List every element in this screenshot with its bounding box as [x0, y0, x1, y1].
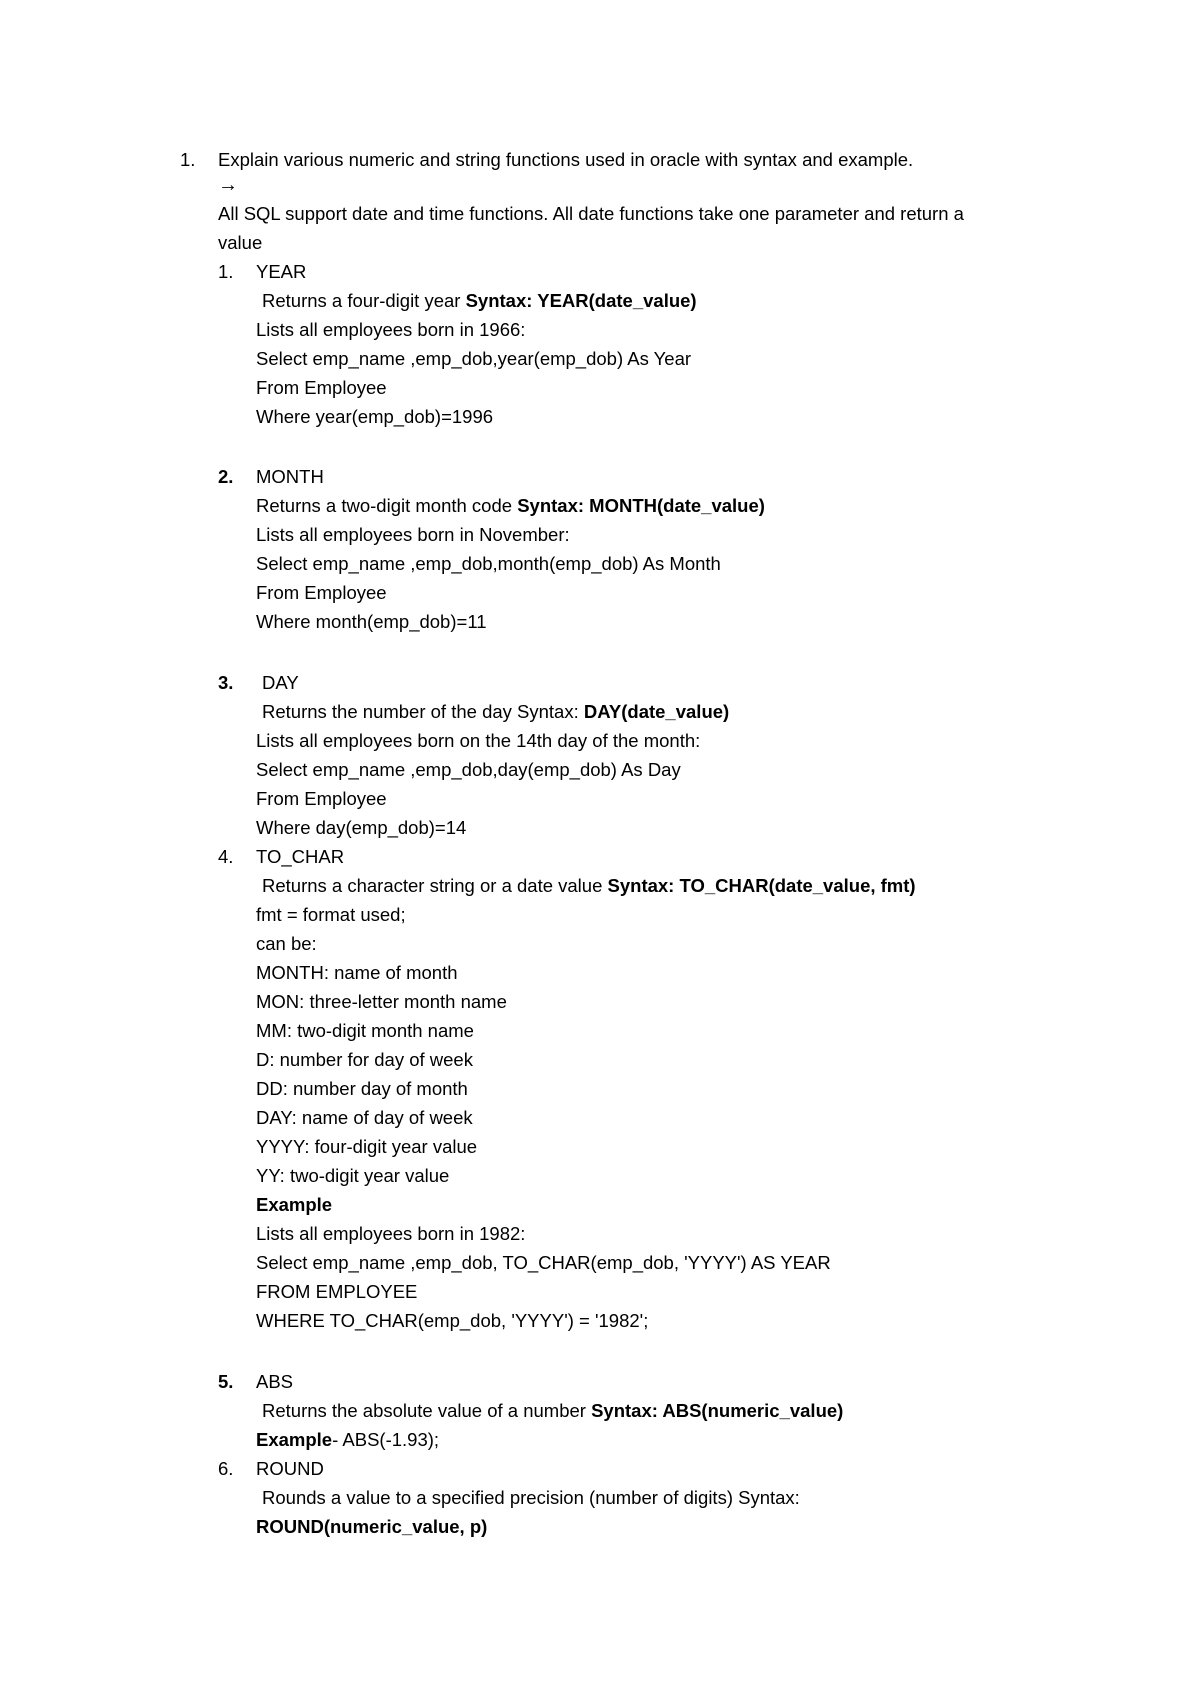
round-number: 6.	[218, 1458, 234, 1479]
year-line: Lists all employees born in 1966:	[256, 319, 526, 340]
to-char-example-label: Example	[256, 1194, 333, 1215]
day-description	[262, 700, 729, 724]
to-char-desc-text: Returns a character string or a date value	[262, 875, 608, 896]
year-line: Where year(emp_dob)=1996	[256, 406, 494, 427]
year-line: Select emp_name ,emp_dob,year(emp_dob) As Year	[256, 348, 692, 369]
day-line: From Employee	[256, 788, 387, 809]
month-line: Lists all employees born in November:	[256, 524, 570, 545]
question-text: Explain various numeric and string functions used in oracle with syntax and example.	[218, 149, 914, 170]
month-number: 2.	[218, 466, 234, 487]
intro-line-1: All SQL support date and time functions. All date functions take one parameter and return a	[218, 203, 964, 224]
month-line: Where month(emp_dob)=11	[256, 611, 487, 632]
day-line: Select emp_name ,emp_dob,day(emp_dob) As Day	[256, 759, 681, 780]
intro-line-2: value	[218, 232, 263, 253]
format-item: MM: two-digit month name	[256, 1020, 474, 1041]
month-desc-text: Returns a two-digit month code	[256, 495, 518, 516]
day-desc-text: Returns the number of the day Syntax:	[262, 701, 584, 722]
round-syntax: ROUND(numeric_value, p)	[256, 1516, 488, 1537]
year-description	[262, 289, 697, 313]
format-item: MON: three-letter month name	[256, 991, 507, 1012]
to-char-number: 4.	[218, 846, 234, 867]
abs-example	[256, 1428, 439, 1452]
year-number: 1.	[218, 261, 234, 282]
format-item: D: number for day of week	[256, 1049, 473, 1070]
format-item: DAY: name of day of week	[256, 1107, 473, 1128]
question-number: 1.	[180, 149, 196, 170]
year-syntax: Syntax: YEAR(date_value)	[465, 290, 697, 311]
round-description: Rounds a value to a specified precision (number of digits) Syntax:	[262, 1487, 800, 1508]
format-item: YYYY: four-digit year value	[256, 1136, 478, 1157]
to-char-example-line: FROM EMPLOYEE	[256, 1281, 418, 1302]
to-char-title: TO_CHAR	[256, 846, 345, 867]
to-char-line: fmt = format used;	[256, 904, 406, 925]
month-syntax: Syntax: MONTH(date_value)	[517, 495, 765, 516]
year-line: From Employee	[256, 377, 387, 398]
day-title: DAY	[262, 672, 299, 693]
abs-example-text: - ABS(-1.93);	[332, 1429, 440, 1450]
year-title: YEAR	[256, 261, 307, 282]
abs-description	[262, 1399, 843, 1423]
month-line: From Employee	[256, 582, 387, 603]
to-char-line: can be:	[256, 933, 317, 954]
abs-example-label: Example	[256, 1429, 333, 1450]
day-line: Where day(emp_dob)=14	[256, 817, 467, 838]
abs-syntax: Syntax: ABS(numeric_value)	[591, 1400, 844, 1421]
to-char-example-line: Lists all employees born in 1982:	[256, 1223, 526, 1244]
to-char-syntax: Syntax: TO_CHAR(date_value, fmt)	[607, 875, 916, 896]
month-title: MONTH	[256, 466, 324, 487]
month-description	[256, 494, 765, 518]
abs-title: ABS	[256, 1371, 294, 1392]
format-item: DD: number day of month	[256, 1078, 468, 1099]
abs-number: 5.	[218, 1371, 234, 1392]
year-desc-text: Returns a four-digit year	[262, 290, 466, 311]
day-number: 3.	[218, 672, 234, 693]
to-char-example-line: Select emp_name ,emp_dob, TO_CHAR(emp_dob, 'YYYY') AS YEAR	[256, 1252, 831, 1273]
day-syntax: DAY(date_value)	[583, 701, 730, 722]
right-arrow-icon: →	[218, 174, 238, 196]
abs-desc-text: Returns the absolute value of a number	[262, 1400, 592, 1421]
format-item: MONTH: name of month	[256, 962, 458, 983]
format-item: YY: two-digit year value	[256, 1165, 450, 1186]
to-char-description	[262, 874, 916, 898]
to-char-example-line: WHERE TO_CHAR(emp_dob, 'YYYY') = '1982';	[256, 1310, 649, 1331]
day-line: Lists all employees born on the 14th day of the month:	[256, 730, 701, 751]
month-line: Select emp_name ,emp_dob,month(emp_dob) As Month	[256, 553, 721, 574]
round-title: ROUND	[256, 1458, 324, 1479]
